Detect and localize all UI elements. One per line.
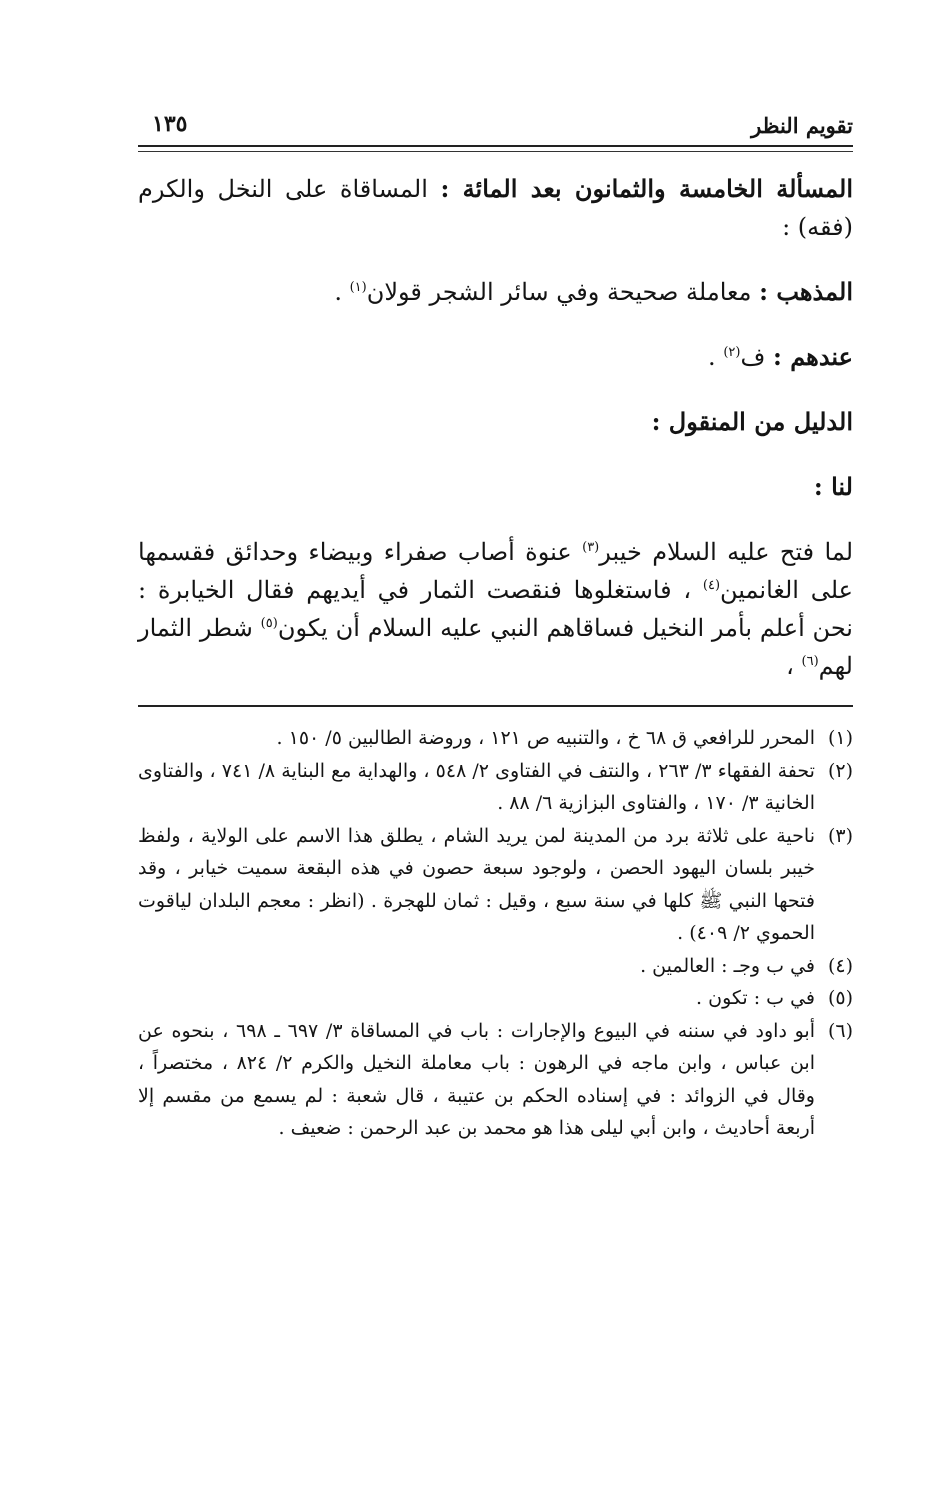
footnote-ref-3: (٣) (582, 540, 600, 555)
hadith-part-1: لما فتح عليه السلام خيبر (599, 538, 854, 566)
running-title: تقويم النظر (751, 113, 853, 138)
indahum-text: ف (740, 343, 766, 371)
footnote-number: (٣) (827, 824, 853, 847)
footnote-ref-2: (٢) (723, 345, 741, 360)
footnote-text: أبو داود في سننه في البيوع والإجارات : باب في المساقاة ٣/ ٦٩٧ ـ ٦٩٨ ، بنحوه عن ابن عباس ، وابن ماجه في الرهون : باب معاملة النخيل والكرم ٢/ ٨٢٤ ، مختصراً ، وقال في الزوائد : في إسناده الحكم بن عتيبة ، قال شعبة : لم يسمع من مقسم إلا أربعة أحاديث ، وابن أبي ليلى هذا هو محمد بن عبد الرحمن : ضعيف . (138, 1019, 815, 1139)
footnote-ref-6: (٦) (801, 654, 819, 669)
footnote-text: في ب وجـ : العالمين . (640, 954, 815, 977)
footnotes (138, 722, 853, 1145)
issue-heading (138, 170, 853, 246)
footnote-ref-4: (٤) (702, 578, 721, 593)
evidence-heading: الدليل من المنقول : (651, 407, 853, 436)
hadith-part-3: ، فاستغلوها فنقصت الثمار في أيديهم فقال الخيابرة : نحن أعلم بأمر النخيل فساقاهم النبي عليه السلام أن يكون (138, 576, 853, 642)
footnote-text: في ب : تكون . (696, 987, 815, 1009)
header-rule-thin (138, 151, 853, 152)
footnote-number: (٥) (827, 987, 853, 1009)
footnote-item (138, 755, 853, 820)
hadith-end: ، (786, 652, 802, 680)
madhhab-label: المذهب : (759, 277, 853, 306)
indahum-end: . (708, 343, 724, 371)
hadith-part-2: عنوة أصاب صفراء وبيضاء وحدائق فقسمها على الغانمين (138, 538, 853, 604)
footnote-item (138, 722, 853, 755)
lana-heading: لنا : (813, 472, 853, 501)
footnote-separator (138, 705, 853, 707)
page-number: ١٣٥ (152, 111, 188, 137)
footnote-ref-5: (٥) (260, 616, 278, 631)
footnote-number: (٦) (827, 1019, 853, 1042)
issue-subject: المساقاة على النخل والكرم (فقه) : (138, 175, 853, 241)
madhhab-line (138, 273, 853, 311)
madhhab-text: معاملة صحيحة وفي سائر الشجر قولان (366, 278, 752, 306)
footnote-number: (٢) (827, 759, 853, 782)
footnote-item (138, 1015, 853, 1145)
footnote-text: المحرر للرافعي ق ٦٨ خ ، والتنبيه ص ١٢١ ، وروضة الطالبين ٥/ ١٥٠ . (276, 727, 815, 749)
footnote-ref-1: (١) (349, 280, 367, 295)
footnote-item (138, 820, 853, 950)
indahum-line (138, 338, 853, 376)
header-rule-thick (138, 145, 853, 147)
footnote-number: (٤) (827, 954, 853, 977)
hadith-part-4: شطر الثمار لهم (138, 614, 853, 680)
indahum-label: عندهم : (772, 342, 853, 371)
footnote-text: تحفة الفقهاء ٣/ ٢٦٣ ، والنتف في الفتاوى ٢/ ٥٤٨ ، والهداية مع البناية ٨/ ٧٤١ ، والفتاوى الخانية ٣/ ١٧٠ ، والفتاوى البزازية ٦/ ٨٨ . (138, 759, 815, 814)
running-header (138, 105, 853, 145)
footnote-item (138, 982, 853, 1015)
footnote-number: (١) (827, 727, 853, 749)
madhhab-end: . (334, 278, 350, 306)
footnote-text: ناحية على ثلاثة برد من المدينة لمن يريد الشام ، يطلق هذا الاسم على الولاية ، ولفظ خيبر بلسان اليهود الحصن ، ولوجود سبعة حصون في هذه البقعة سميت خيابر ، وقد فتحها النبي ﷺ كلها في سنة سبع ، وقيل : ثمان للهجرة . (انظر : معجم البلدان لياقوت الحموي ٢/ ٤٠٩) . (138, 824, 815, 944)
main-text (138, 170, 853, 685)
issue-title: المسألة الخامسة والثمانون بعد المائة : (440, 174, 853, 203)
hadith-paragraph (138, 533, 853, 685)
footnote-item (138, 950, 853, 983)
